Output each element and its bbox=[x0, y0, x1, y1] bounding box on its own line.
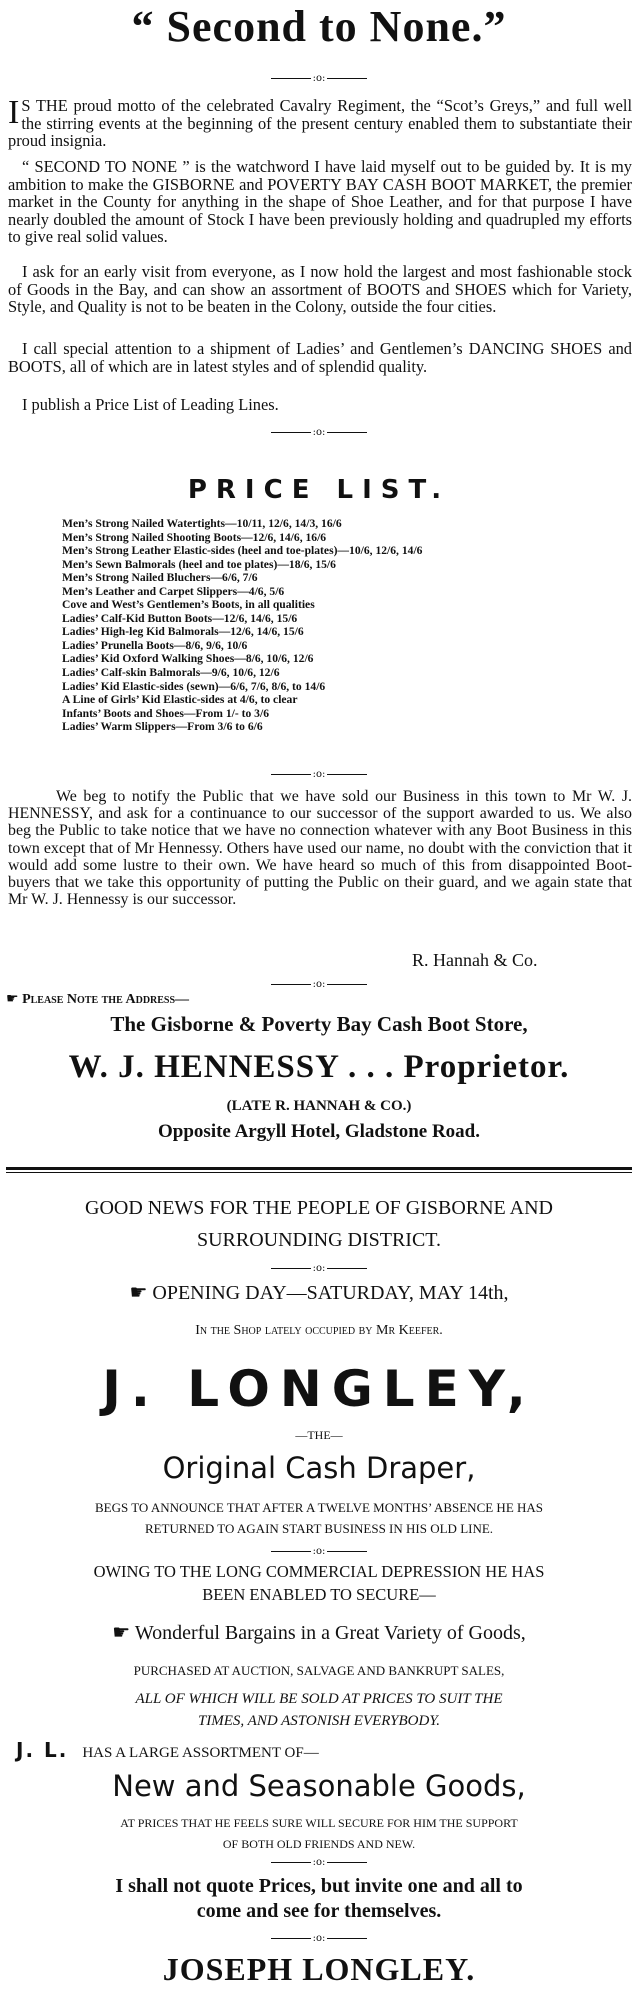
original-cash-draper: Original Cash Draper, bbox=[162, 1451, 476, 1485]
begs-line-1: BEGS TO ANNOUNCE THAT AFTER A TWELVE MONTHS’ ABSENCE HE HAS bbox=[94, 1500, 544, 1515]
price-list-item: Men’s Leather and Carpet Slippers—4/6, 5/6 bbox=[62, 584, 285, 598]
store-name: The Gisborne & Poverty Bay Cash Boot Store, bbox=[110, 1012, 528, 1036]
ad2-headline-line-1: GOOD NEWS FOR THE PEOPLE OF GISBORNE AND bbox=[85, 1197, 553, 1219]
separator: :o: bbox=[0, 428, 638, 438]
jl-line: J. L. HAS A LARGE ASSORTMENT OF— bbox=[16, 1738, 319, 1762]
pointing-hand-icon: ☛ bbox=[129, 1280, 148, 1304]
separator: :o: bbox=[0, 1934, 638, 1944]
the-label: —THE— bbox=[295, 1428, 343, 1442]
ad1-paragraph-1: I S THE proud motto of the celebrated Cavalry Regiment, the “Scot’s Greys,” and full well the stirring events at the beginning of the present century enabled them to substantiate their proud insignia. bbox=[8, 94, 632, 151]
purchased-line: PURCHASED AT AUCTION, SALVAGE AND BANKRUPT SALES, bbox=[133, 1663, 505, 1678]
price-list-title: PRICE LIST. bbox=[187, 475, 451, 505]
pointing-hand-icon: ☛ bbox=[6, 991, 19, 1007]
separator: :o: bbox=[0, 980, 638, 990]
price-list-item: Ladies’ Prunella Boots—8/6, 9/6, 10/6 bbox=[62, 638, 248, 652]
price-list-item: Infants’ Boots and Shoes—From 1/- to 3/6 bbox=[62, 706, 269, 720]
separator: :o: bbox=[0, 1858, 638, 1868]
separator: :o: bbox=[0, 1547, 638, 1557]
price-list-item: Men’s Strong Nailed Shooting Boots—12/6, 14/6, 16/6 bbox=[62, 530, 327, 544]
quote-line-1: I shall not quote Prices, but invite one and all to bbox=[115, 1875, 523, 1897]
separator: :o: bbox=[0, 1264, 638, 1274]
prices-line-1: AT PRICES THAT HE FEELS SURE WILL SECURE FOR HIM THE SUPPORT bbox=[120, 1816, 518, 1830]
price-list-item: Ladies’ Warm Slippers—From 3/6 to 6/6 bbox=[62, 720, 263, 734]
bargains-line: ☛ Wonderful Bargains in a Great Variety of Goods, bbox=[112, 1620, 526, 1644]
begs-line-2: RETURNED TO AGAIN START BUSINESS IN HIS OLD LINE. bbox=[144, 1521, 494, 1536]
price-list-item: Men’s Strong Nailed Bluchers—6/6, 7/6 bbox=[62, 571, 258, 585]
jl-initials: J. L. bbox=[16, 1738, 69, 1762]
price-list-item: Men’s Sewn Balmorals (heel and toe plates)—18/6, 15/6 bbox=[62, 557, 336, 571]
ad1-paragraph-5: I publish a Price List of Leading Lines. bbox=[22, 395, 279, 414]
column-rule-thin bbox=[6, 1172, 632, 1173]
price-list-item: Ladies’ Calf-skin Balmorals—9/6, 10/6, 12/6 bbox=[62, 666, 280, 680]
price-list-item: Ladies’ Kid Elastic-sides (sewn)—6/6, 7/6, 8/6, to 14/6 bbox=[62, 679, 326, 693]
price-list bbox=[62, 517, 622, 734]
italic-line-2: TIMES, AND ASTONISH EVERYBODY. bbox=[197, 1713, 441, 1729]
italic-line-1: ALL OF WHICH WILL BE SOLD AT PRICES TO SUIT THE bbox=[135, 1691, 503, 1707]
address-note: ☛ Please Note the Address— bbox=[6, 991, 190, 1007]
owing-line-1: OWING TO THE LONG COMMERCIAL DEPRESSION HE HAS bbox=[93, 1562, 545, 1581]
price-list-item: A Line of Girls’ Kid Elastic-sides at 4/6, to clear bbox=[62, 693, 298, 707]
column-rule bbox=[6, 1167, 632, 1170]
late-line: (LATE R. HANNAH & CO.) bbox=[226, 1098, 412, 1114]
price-list-item: Men’s Strong Leather Elastic-sides (heel and toe-plates)—10/6, 12/6, 14/6 bbox=[62, 544, 423, 558]
ad1-paragraph-3: I ask for an early visit from everyone, as I now hold the largest and most fashionable stock of Goods in the Bay, and can show an assortment of BOOTS and SHOES which for Variety, Style, and Quality is not to be beaten in the Colony, outside the four cities. bbox=[8, 262, 632, 317]
price-list-item: Ladies’ High-leg Kid Balmorals—12/6, 14/6, 15/6 bbox=[62, 625, 304, 639]
signature: R. Hannah & Co. bbox=[412, 950, 538, 970]
ad1-headline: “ Second to None.” bbox=[131, 2, 507, 51]
drop-cap: I bbox=[8, 94, 20, 131]
ad2-headline-line-2: SURROUNDING DISTRICT. bbox=[196, 1229, 442, 1251]
separator: :o: bbox=[0, 770, 638, 780]
quote-line-2: come and see for themselves. bbox=[196, 1900, 442, 1922]
price-list-item: Ladies’ Kid Oxford Walking Shoes—8/6, 10/6, 12/6 bbox=[62, 652, 314, 666]
pointing-hand-icon: ☛ bbox=[112, 1620, 131, 1644]
shop-location: In the Shop lately occupied by Mr Keefer. bbox=[195, 1323, 443, 1338]
location-line: Opposite Argyll Hotel, Gladstone Road. bbox=[158, 1121, 480, 1142]
proprietor-line: W. J. HENNESSY . . . Proprietor. bbox=[68, 1049, 570, 1085]
notice-paragraph: We beg to notify the Public that we have sold our Business in this town to Mr W. J. HENNESSY, and ask for a continuance to our successor of the support awarded to us. We also beg the Public to take notice that we have no connection whatever with any Boot Business in this town except that of Mr Hennessy. Others have used our name, no doubt with the conviction that it would add some lustre to their own. We have heard so much of this from disappointed Boot-buyers that we take this opportunity of putting the Public on their guard, and we again state that Mr W. J. Hennessy is our successor. bbox=[8, 788, 632, 909]
owing-line-2: BEEN ENABLED TO SECURE— bbox=[202, 1585, 436, 1604]
prices-line-2: OF BOTH OLD FRIENDS AND NEW. bbox=[222, 1837, 416, 1851]
price-list-item: Cove and West’s Gentlemen’s Boots, in all qualities bbox=[62, 598, 315, 612]
price-list-item: Ladies’ Calf-Kid Button Boots—12/6, 14/6, 15/6 bbox=[62, 611, 298, 625]
price-list-item: Men’s Strong Nailed Watertights—10/11, 12/6, 14/3, 16/6 bbox=[62, 517, 342, 530]
longley-name: J. LONGLEY, bbox=[102, 1360, 536, 1418]
ad1-paragraph-2: “ SECOND TO NONE ” is the watchword I have laid myself out to be guided by. It is my ambition to make the GISBORNE and POVERTY BAY CASH BOOT MARKET, the premier market in the County for anything in the shape of Shoe Leather, and for that purpose I have nearly doubled the amount of Stock I have been previously holding and quadrupled my efforts to give real solid values. bbox=[8, 157, 632, 247]
ad1-paragraph-4: I call special attention to a shipment of Ladies’ and Gentlemen’s DANCING SHOES and BOOTS, all of which are in latest styles and of splendid quality. bbox=[8, 339, 632, 376]
opening-day: ☛ OPENING DAY—SATURDAY, MAY 14th, bbox=[129, 1280, 509, 1304]
new-and-seasonable-goods: New and Seasonable Goods, bbox=[112, 1769, 526, 1803]
joseph-longley-signoff: JOSEPH LONGLEY. bbox=[162, 1951, 476, 1987]
separator: :o: bbox=[0, 74, 638, 84]
